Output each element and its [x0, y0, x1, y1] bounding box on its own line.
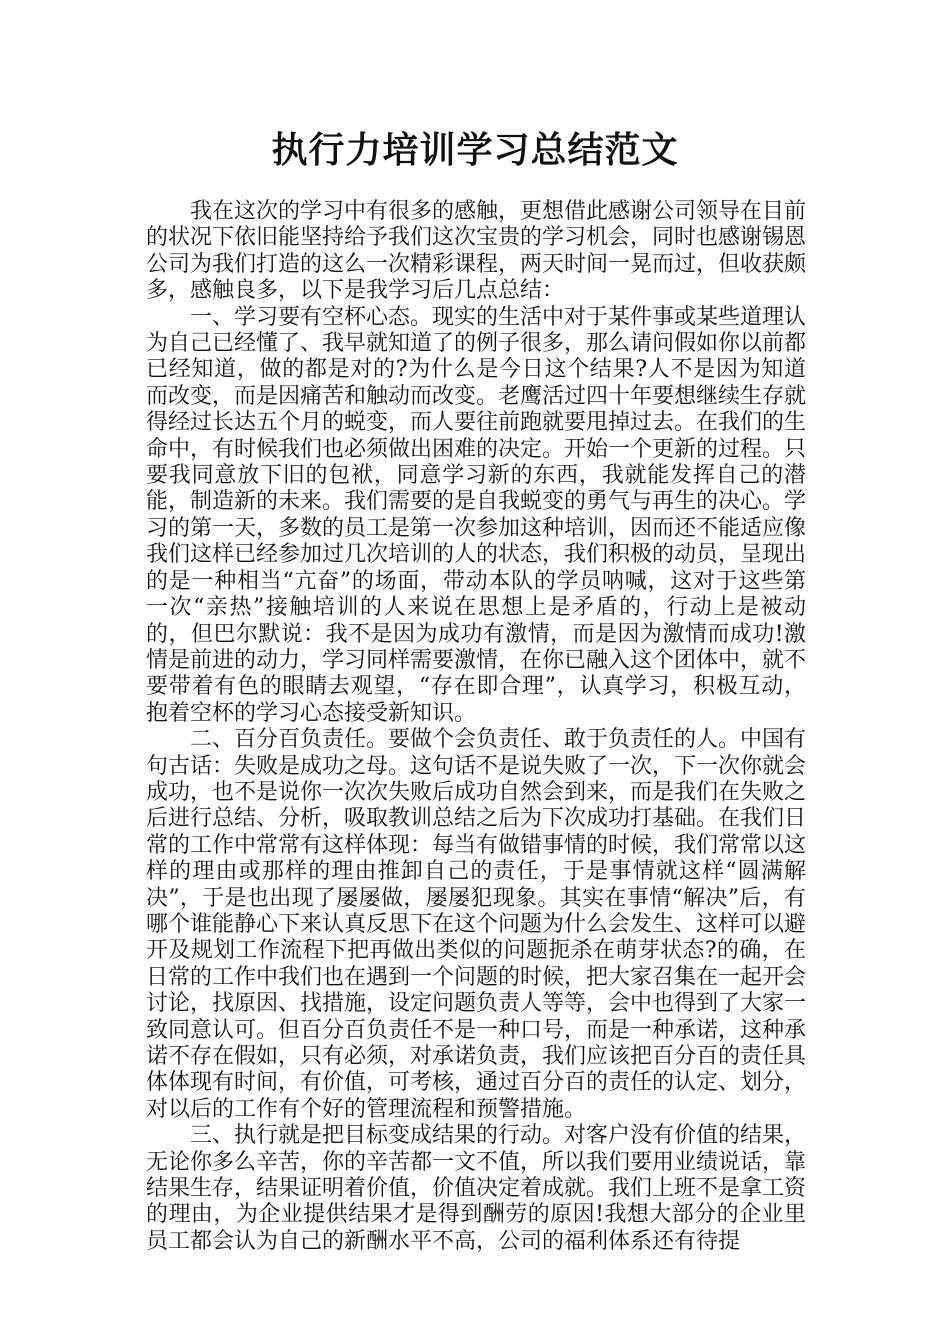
paragraph-section-1: 一、学习要有空杯心态。现实的生活中对于某件事或某些道理认为自己已经懂了、我早就知道了的例子很多，那么请问假如你以前都已经知道，做的都是对的?为什么是今日这个结果?人不是因为知道而改变，而是因痛苦和触动而改变。老鹰活过四十年要想继续生存就得经过长达五个月的蜕变，而人要往前跑就要甩掉过去。在我们的生命中，有时候我们也必须做出困难的决定。开始一个更新的过程。只要我同意放下旧的包袱，同意学习新的东西，我就能发挥自己的潜能，制造新的未来。我们需要的是自我蜕变的勇气与再生的决心。学习的第一天，多数的员工是第一次参加这种培训，因而还不能适应像我们这样已经参加过几次培训的人的状态，我们积极的动员，呈现出的是一种相当“亢奋”的场面，带动本队的学员呐喊，这对于这些第一次“亲热”接触培训的人来说在思想上是矛盾的，行动上是被动的，但巴尔默说：我不是因为成功有激情，而是因为激情而成功!激情是前进的动力，学习同样需要激情，在你已融入这个团体中，就不要带着有色的眼睛去观望，“存在即合理”，认真学习，积极互动，抱着空杯的学习心态接受新知识。: [146, 304, 807, 726]
paragraph-section-2: 二、百分百负责任。要做个会负责任、敢于负责任的人。中国有句古话：失败是成功之母。这句话不是说失败了一次，下一次你就会成功，也不是说你一次次失败后成功自然会到来，而是我们在失败之后进行总结、分析，吸取教训总结之后为下次成功打基础。在我们日常的工作中常常有这样体现：每当有做错事情的时候，我们常常以这样的理由或那样的理由推卸自己的责任，于是事情就这样“圆满解决”，于是也出现了屡屡做，屡屡犯现象。其实在事情“解决”后，有哪个谁能静心下来认真反思下在这个问题为什么会发生、这样可以避开及规划工作流程下把再做出类似的问题扼杀在萌芽状态?的确，在日常的工作中我们也在遇到一个问题的时候，把大家召集在一起开会讨论，找原因、找措施，设定问题负责人等等，会中也得到了大家一致同意认可。但百分百负责任不是一种口号，而是一种承诺，这种承诺不存在假如，只有必须，对承诺负责，我们应该把百分百的责任具体体现有时间，有价值，可考核，通过百分百的责任的认定、划分，对以后的工作有个好的管理流程和预警措施。: [146, 727, 807, 1122]
document-body: [146, 199, 806, 1255]
document-title: 执行力培训学习总结范文: [271, 130, 679, 171]
paragraph-section-3: 三、执行就是把目标变成结果的行动。对客户没有价值的结果，无论你多么辛苦，你的辛苦都一文不值，所以我们要用业绩说话，靠结果生存，结果证明着价值，价值决定着成就。我们上班不是拿工资的理由，为企业提供结果才是得到酬劳的原因!我想大部分的企业里员工都会认为自己的新酬水平不高，公司的福利体系还有待提: [146, 1123, 807, 1254]
paragraph-intro: 我在这次的学习中有很多的感触，更想借此感谢公司领导在目前的状况下依旧能坚持给予我们这次宝贵的学习机会，同时也感谢锡恩公司为我们打造的这么一次精彩课程，两天时间一晃而过，但收获颇多，感触良多，以下是我学习后几点总结：: [146, 199, 807, 304]
